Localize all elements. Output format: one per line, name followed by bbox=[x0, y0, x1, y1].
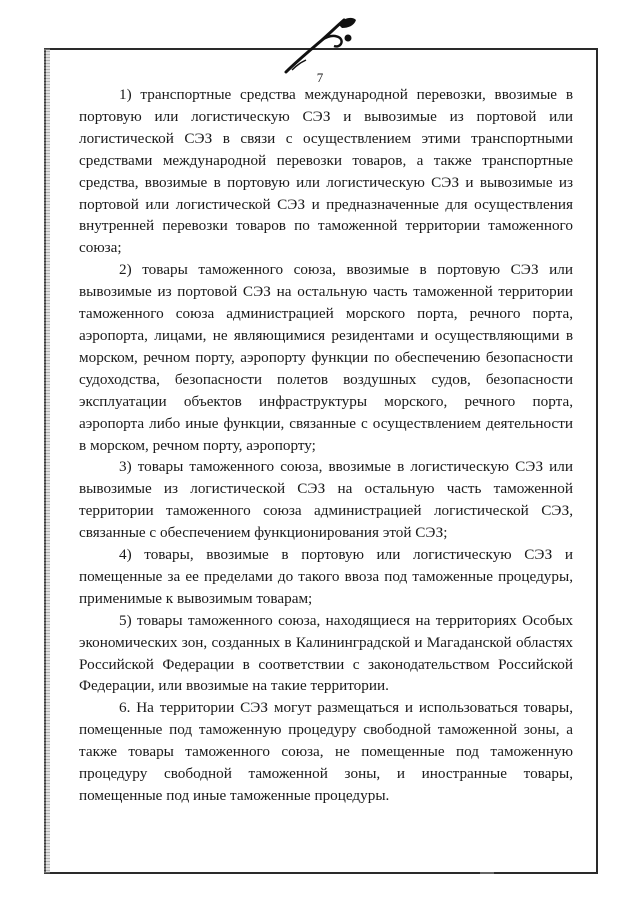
paragraph-item-2: 2) товары таможенного союза, ввозимые в портовую СЭЗ или вывозимые из портовой СЭЗ на остальную часть таможенной территории таможенного союза администрацией морского порта, речного порта, аэропорта, лицами, не являющимися резидентами и осуществляющими в морском, речном порту, аэропорту функции по обеспечению безопасности судоходства, безопасности полетов воздушных судов, безопасности эксплуатации объектов инфраструктуры морского, речного порта, аэропорта либо иные функции, связанные с осуществлением деятельности в морском, речном порту, аэропорту; bbox=[79, 261, 573, 454]
paragraph-item-5: 5) товары таможенного союза, находящиеся на территориях Особых экономических зон, созданных в Калининградской и Магаданской областях Российской Федерации в соответствии с законодательством Российской Федерации, или ввозимые на такие территории. bbox=[79, 611, 573, 695]
paragraph-section-6: 6. На территории СЭЗ могут размещаться и использоваться товары, помещенные под таможенную процедуру свободной таможенной зоны, а также товары таможенного союза, не помещенные под таможенную процедуру свободной таможенной зоны, и иностранные товары, помещенные под иные таможенные процедуры. bbox=[79, 699, 573, 804]
document-body bbox=[79, 84, 573, 807]
handwritten-flourish-mark bbox=[282, 14, 362, 76]
page-number: 7 bbox=[316, 70, 324, 85]
paragraph-item-1: 1) транспортные средства международной перевозки, ввозимые в портовую или логистическую СЭЗ и вывозимые из портовой или логистической СЭЗ в связи с осуществлением этими транспортными средствами международной перевозки товаров, а также транспортные средства, ввозимые в портовую или логистическую СЭЗ и вывозимые из портовой или логистической СЭЗ и предназначенные для осуществления внутренней перевозки товаров по таможенной территории таможенного союза; bbox=[79, 86, 573, 257]
scan-artifact-mark bbox=[480, 872, 494, 874]
paragraph-item-4: 4) товары, ввозимые в портовую или логистическую СЭЗ и помещенные за ее пределами до такого ввоза под таможенные процедуры, применимые к вывозимым товарам; bbox=[79, 546, 573, 607]
binding-edge-texture bbox=[44, 48, 50, 874]
paragraph-item-3: 3) товары таможенного союза, ввозимые в логистическую СЭЗ или вывозимые из логистической СЭЗ на остальную часть таможенной территории таможенного союза администрацией логистической СЭЗ, связанные с обеспечением функционирования этой СЭЗ; bbox=[79, 458, 573, 542]
